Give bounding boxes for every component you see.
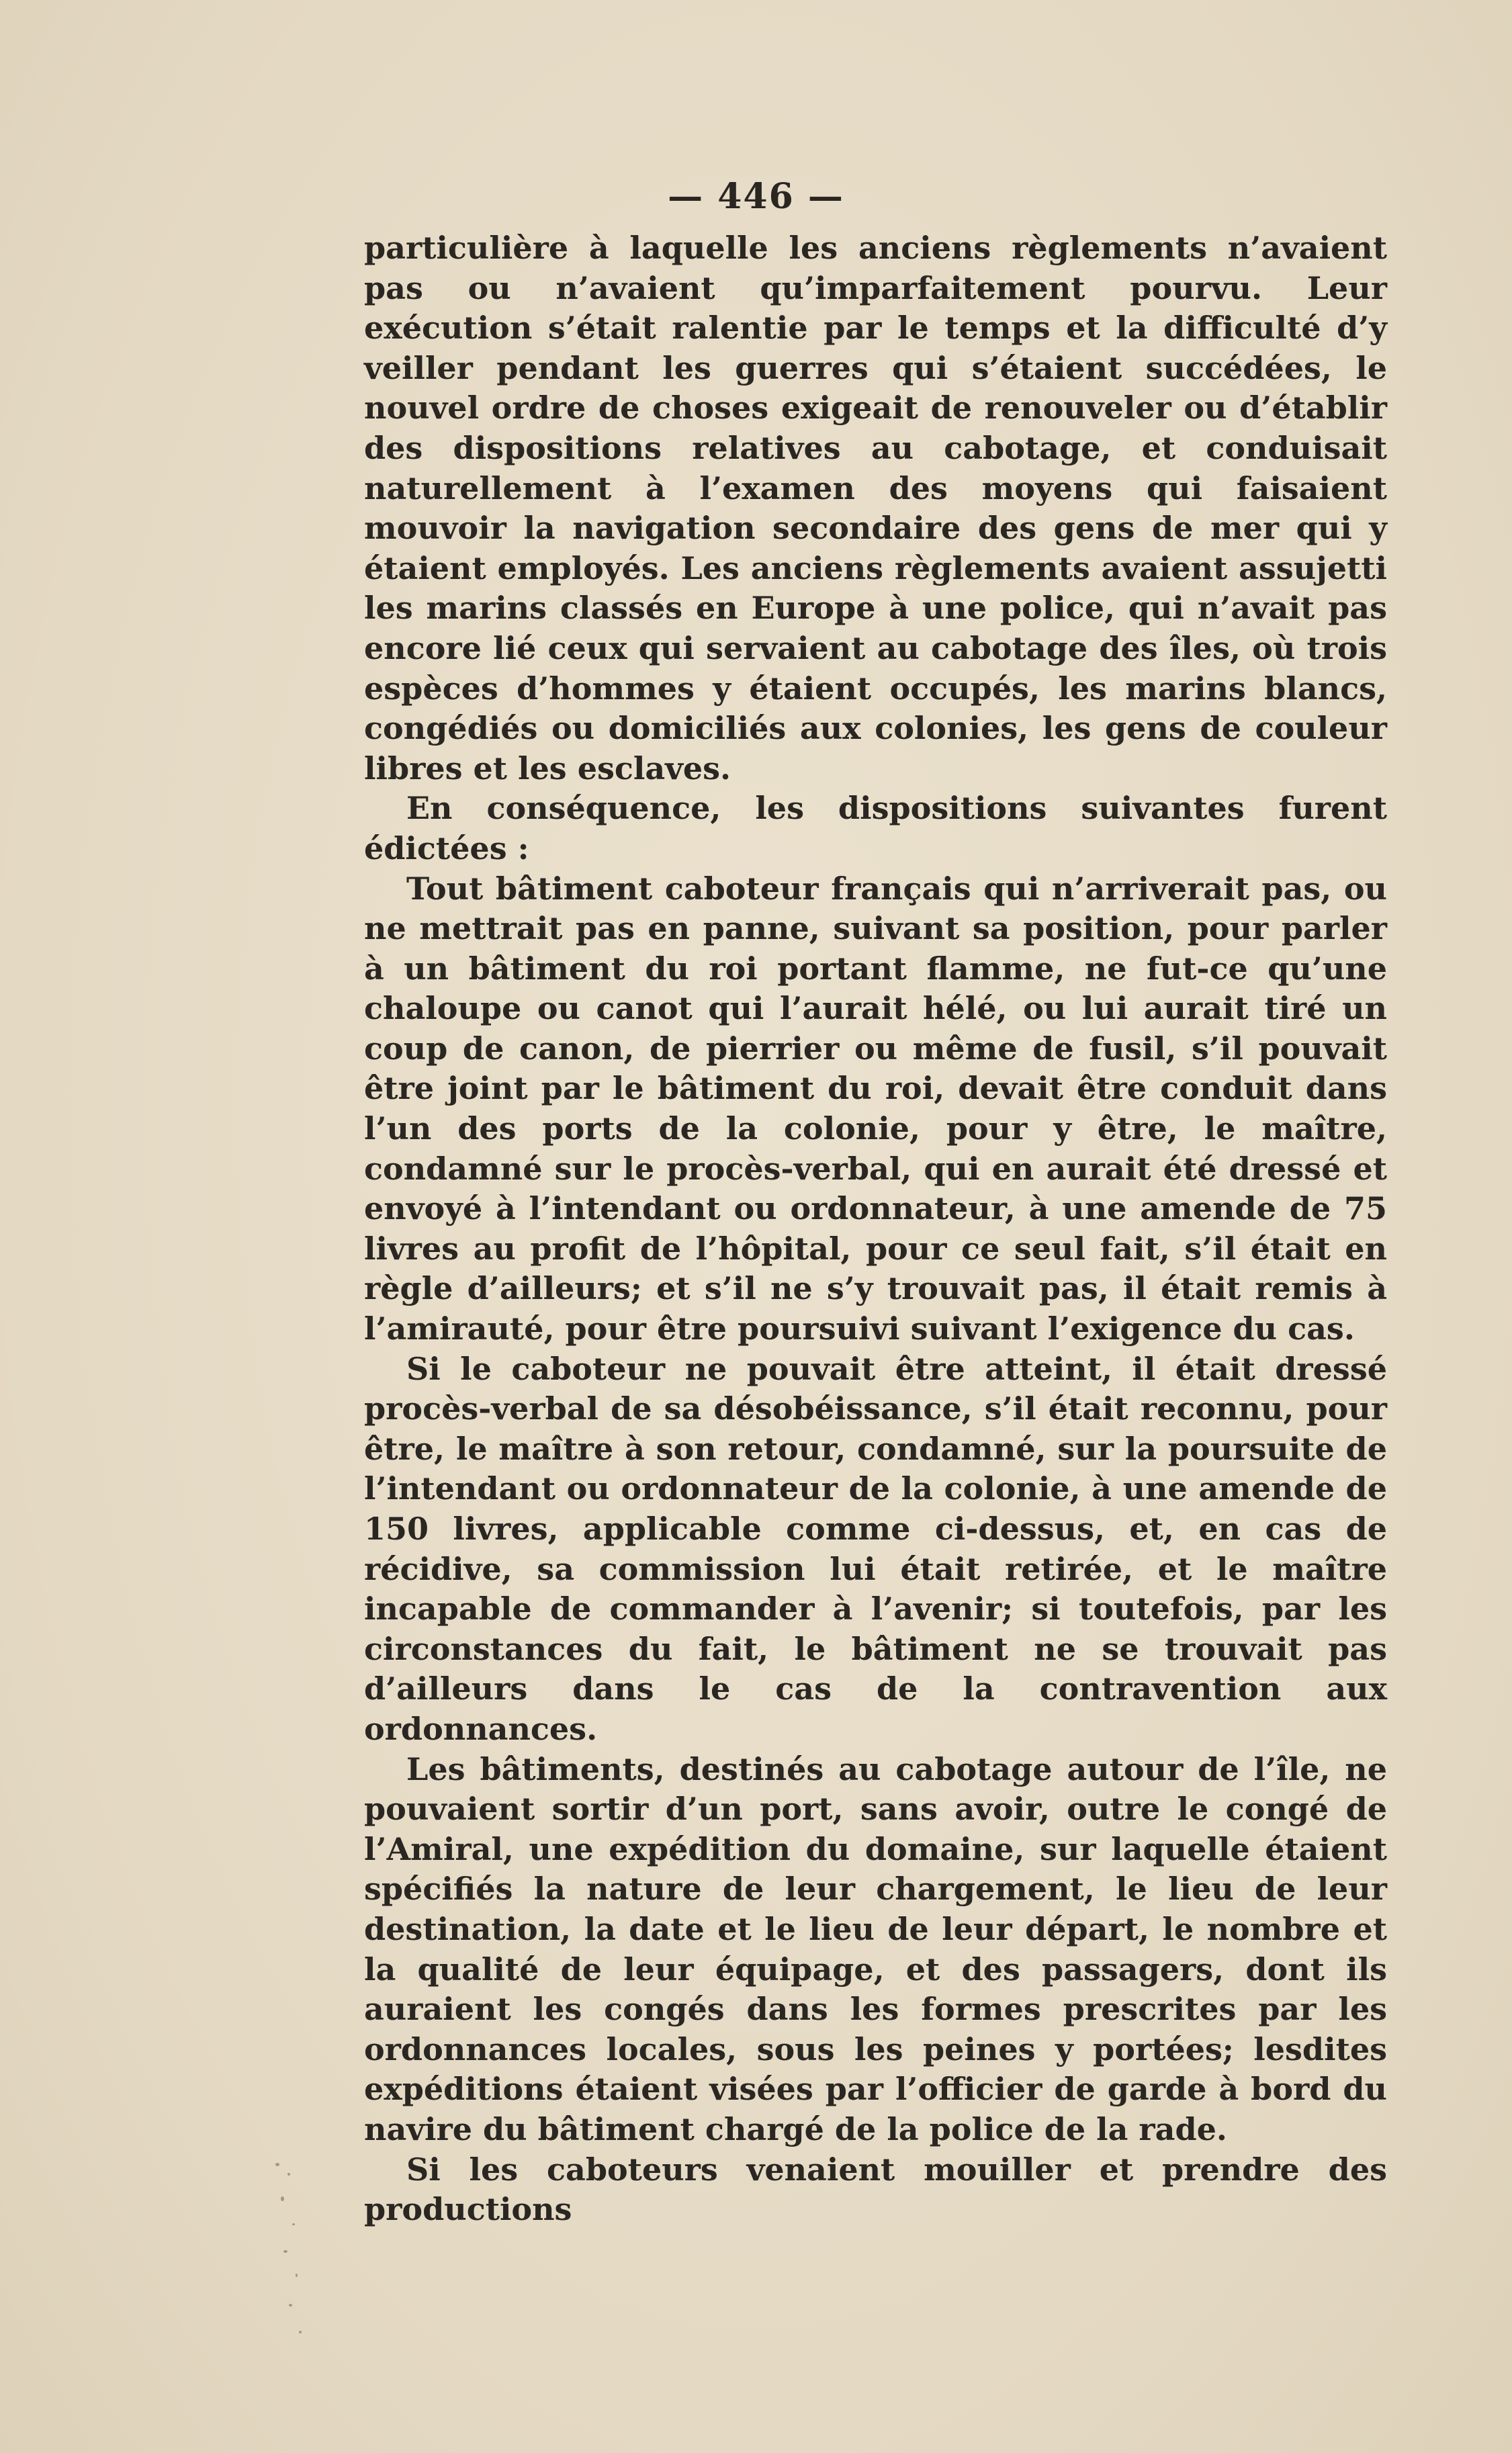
body-text (364, 228, 1387, 2230)
paragraph-6: Si les caboteurs venaient mouiller et prendre des productions (364, 2151, 1387, 2228)
paragraph-4: Si le caboteur ne pouvait être atteint, il était dressé procès-verbal de sa désobéissance, s’il était reconnu, pour être, le maître à son retour, condamné, sur la poursuite de l’intendant ou ordonnateur de la colonie, à une amende de 150 livres, applicable comme ci-dessus, et, en cas de récidive, sa commission lui était retirée, et le maître incapable de commander à l’avenir; si toutefois, par les circonstances du fait, le bâtiment ne se trouvait pas d’ailleurs dans le cas de la contravention aux ordonnances. (364, 1350, 1387, 1747)
page-number: — 446 — (668, 176, 844, 217)
margin-stain (269, 2149, 336, 2351)
paragraph-1: particulière à laquelle les anciens règlements n’avaient pas ou n’avaient qu’imparfaitement pourvu. Leur exécution s’était ralentie par le temps et la difficulté d’y veiller pendant les guerres qui s’étaient succédées, le nouvel ordre de choses exigeait de renouveler ou d’établir des dispositions relatives au cabotage, et conduisait naturellement à l’examen des moyens qui faisaient mouvoir la navigation secondaire des gens de mer qui y étaient employés. Les anciens règlements avaient assujetti les marins classés en Europe à une police, qui n’avait pas encore lié ceux qui servaient au cabotage des îles, où trois espèces d’hommes y étaient occupés, les marins blancs, congédiés ou domiciliés aux colonies, les gens de couleur libres et les esclaves. (364, 230, 1387, 787)
paragraph-2: En conséquence, les dispositions suivantes furent édictées : (364, 790, 1387, 866)
paragraph-3: Tout bâtiment caboteur français qui n’arriverait pas, ou ne mettrait pas en panne, suivant sa position, pour parler à un bâtiment du roi portant flamme, ne fut-ce qu’une chaloupe ou canot qui l’aurait hélé, ou lui aurait tiré un coup de canon, de pierrier ou même de fusil, s’il pouvait être joint par le bâtiment du roi, devait être conduit dans l’un des ports de la colonie, pour y être, le maître, condamné sur le procès-verbal, qui en aurait été dressé et envoyé à l’intendant ou ordonnateur, à une amende de 75 livres au profit de l’hôpital, pour ce seul fait, s’il était en règle d’ailleurs; et s’il ne s’y trouvait pas, il était remis à l’amirauté, pour être poursuivi suivant l’exigence du cas. (364, 870, 1387, 1347)
paragraph-5: Les bâtiments, destinés au cabotage autour de l’île, ne pouvaient sortir d’un port, sans avoir, outre le congé de l’Amiral, une expédition du domaine, sur laquelle étaient spécifiés la nature de leur chargement, le lieu de leur destination, la date et le lieu de leur départ, le nombre et la qualité de leur équipage, et des passagers, dont ils auraient les congés dans les formes prescrites par les ordonnances locales, sous les peines y portées; lesdites expéditions étaient visées par l’officier de garde à bord du navire du bâtiment chargé de la police de la rade. (364, 1750, 1387, 2147)
